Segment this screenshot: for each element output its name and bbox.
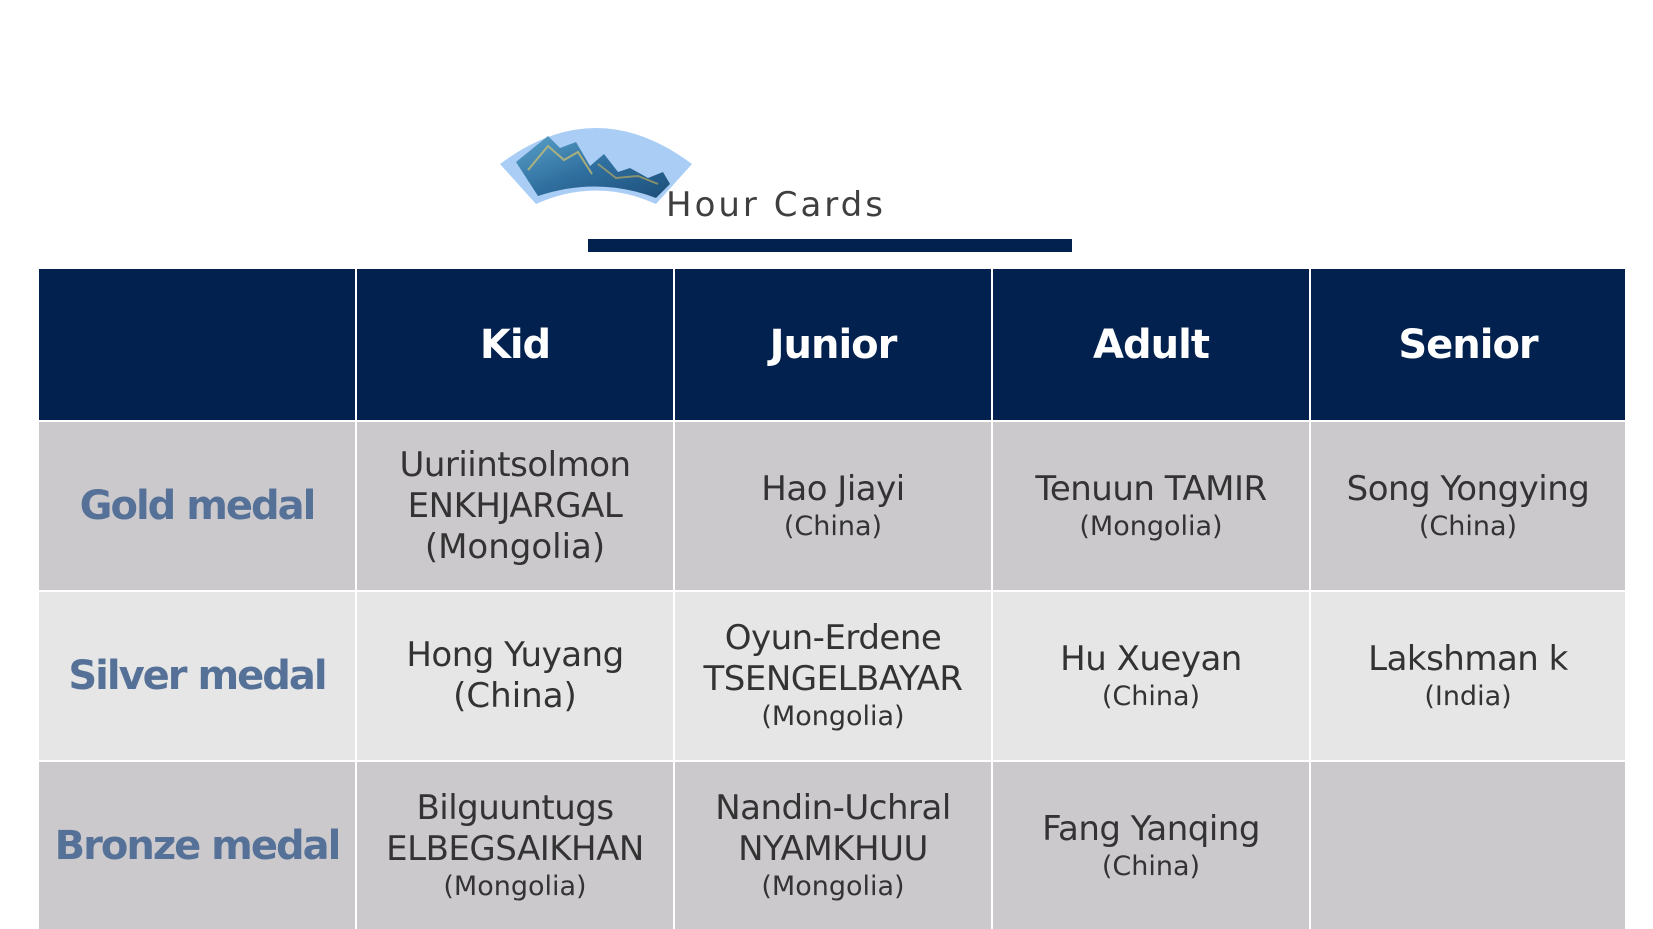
header-cell-senior: Senior — [1310, 268, 1626, 421]
athlete-name: Fang Yanqing — [1042, 808, 1260, 849]
table-cell — [356, 421, 674, 591]
medal-label-silver: Silver medal — [68, 653, 326, 699]
header-cell-kid: Kid — [356, 268, 674, 421]
table-row-bronze — [38, 761, 1626, 929]
athlete-country: (Mongolia) — [443, 871, 587, 902]
athlete-country: (Mongolia) — [1079, 510, 1223, 542]
medal-label-gold: Gold medal — [79, 483, 315, 529]
athlete-country: (China) — [1101, 680, 1201, 712]
athlete-country: (China) — [1418, 510, 1518, 542]
table-header-row — [38, 268, 1626, 421]
athlete-name: Hong Yuyang — [406, 635, 624, 675]
table-row-gold — [38, 421, 1626, 591]
athlete-country: (China) — [783, 510, 883, 542]
header-cell-empty — [38, 268, 356, 421]
athlete-country: (China) — [453, 676, 577, 716]
athlete-country: (India) — [1424, 680, 1512, 712]
athlete-name: Lakshman k — [1368, 638, 1568, 679]
athlete-name: Tenuun TAMIR — [1035, 468, 1267, 509]
title-underline — [588, 239, 1072, 252]
athlete-name: Uuriintsolmon ENKHJARGAL — [399, 444, 631, 526]
table-cell — [674, 761, 992, 929]
medal-cell — [38, 761, 356, 929]
athlete-country: (Mongolia) — [424, 526, 606, 567]
athlete-name: Song Yongying — [1346, 468, 1590, 509]
table-cell — [356, 761, 674, 929]
header-cell-junior: Junior — [674, 268, 992, 421]
athlete-name: Oyun-Erdene TSENGELBAYAR — [703, 618, 963, 699]
table-row-silver — [38, 591, 1626, 761]
athlete-country: (Mongolia) — [761, 701, 905, 732]
table-cell — [674, 421, 992, 591]
athlete-name: Hao Jiayi — [761, 468, 905, 509]
medal-cell — [38, 591, 356, 761]
medal-cell — [38, 421, 356, 591]
table-cell — [992, 761, 1310, 929]
table-cell — [356, 591, 674, 761]
header-cell-adult: Adult — [992, 268, 1310, 421]
table-cell — [1310, 421, 1626, 591]
athlete-name: Hu Xueyan — [1060, 638, 1242, 679]
athlete-country: (China) — [1101, 850, 1201, 882]
medal-table — [37, 267, 1627, 929]
athlete-name: Bilguuntugs ELBEGSAIKHAN — [386, 788, 644, 869]
athlete-country: (Mongolia) — [761, 871, 905, 902]
athlete-name: Nandin-Uchral NYAMKHUU — [715, 788, 951, 869]
table-cell-empty — [1310, 761, 1626, 929]
table-cell — [992, 421, 1310, 591]
table-cell — [674, 591, 992, 761]
table-cell — [1310, 591, 1626, 761]
table-cell — [992, 591, 1310, 761]
page-title: Hour Cards — [666, 185, 886, 225]
medal-label-bronze: Bronze medal — [54, 823, 340, 869]
